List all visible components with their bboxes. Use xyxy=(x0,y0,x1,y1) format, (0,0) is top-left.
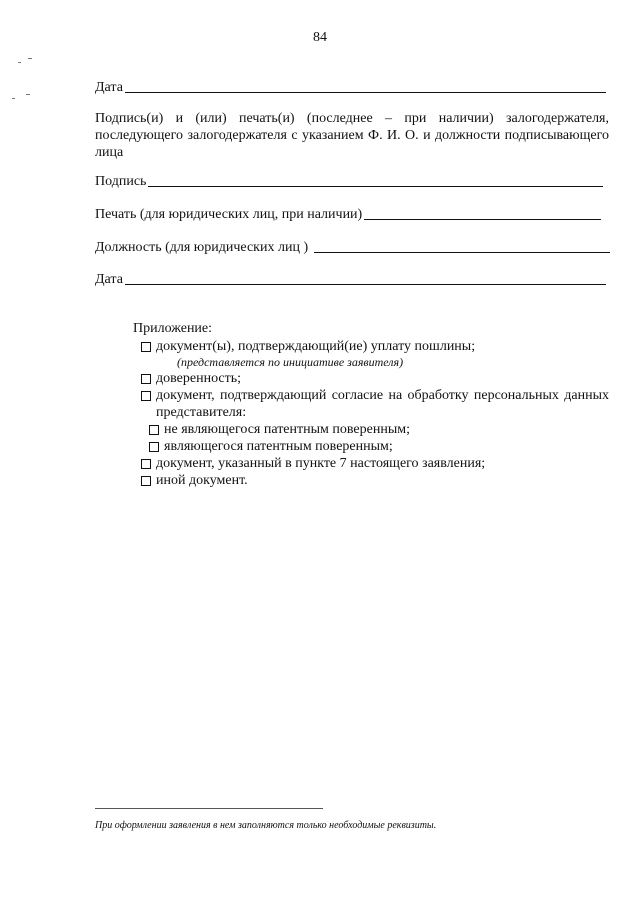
signatures-paragraph-line: лица xyxy=(95,145,124,160)
seal-field xyxy=(95,207,601,223)
signatures-paragraph-line: последующего залогодержателя с указанием Ф. И. О. и должности подписывающего xyxy=(95,128,609,143)
scan-mark xyxy=(28,58,32,59)
date-field-2 xyxy=(95,272,606,288)
attachment-note: (представляется по инициативе заявителя) xyxy=(177,355,404,369)
signature-field xyxy=(95,174,603,190)
attachment-label: документ, подтверждающий согласие на обработку персональных данных представителя: xyxy=(156,388,609,420)
seal-label: Печать (для юридических лиц, при наличии) xyxy=(95,207,363,222)
checkbox[interactable] xyxy=(141,342,151,352)
date-field-1 xyxy=(95,80,606,96)
checkbox[interactable] xyxy=(149,442,159,452)
attachment-item xyxy=(141,338,609,355)
attachment-item xyxy=(141,455,609,472)
checkbox[interactable] xyxy=(149,425,159,435)
attachment-label: являющегося патентным поверенным; xyxy=(164,439,393,454)
checkbox[interactable] xyxy=(141,391,151,401)
attachment-item xyxy=(149,438,609,455)
attachment-label: иной документ. xyxy=(156,473,248,488)
checkbox[interactable] xyxy=(141,459,151,469)
attachment-label: документ, указанный в пункте 7 настоящего заявления; xyxy=(156,456,486,471)
date-blank[interactable] xyxy=(125,91,606,93)
position-label: Должность (для юридических лиц ) xyxy=(95,240,309,255)
attachment-item xyxy=(149,421,609,438)
footnote-divider xyxy=(95,808,323,809)
scan-mark xyxy=(26,94,30,95)
attachments-title: Приложение: xyxy=(133,321,213,336)
signature-label: Подпись xyxy=(95,174,147,189)
attachment-label: не являющегося патентным поверенным; xyxy=(164,422,410,437)
attachments-section xyxy=(133,320,609,489)
date-blank[interactable] xyxy=(125,283,606,285)
footnote: При оформлении заявления в нем заполняются только необходимые реквизиты. xyxy=(95,820,437,831)
signature-blank[interactable] xyxy=(148,185,603,187)
signatures-paragraph xyxy=(95,110,609,161)
attachment-item xyxy=(141,370,609,387)
scan-mark xyxy=(18,62,21,63)
attachment-label: документ(ы), подтверждающий(ие) уплату пошлины; xyxy=(156,339,476,354)
position-field xyxy=(95,240,610,256)
date-label: Дата xyxy=(95,272,123,287)
checkbox[interactable] xyxy=(141,476,151,486)
attachment-label: доверенность; xyxy=(156,371,242,386)
attachment-item xyxy=(141,472,609,489)
checkbox[interactable] xyxy=(141,374,151,384)
attachment-item xyxy=(141,387,609,421)
signatures-paragraph-line: Подпись(и) и (или) печать(и) (последнее – при наличии) залогодержателя, xyxy=(95,111,609,126)
position-blank[interactable] xyxy=(314,251,610,253)
scan-mark xyxy=(12,98,15,99)
seal-blank[interactable] xyxy=(364,218,601,220)
page-number: 84 xyxy=(313,30,327,45)
date-label: Дата xyxy=(95,80,123,95)
